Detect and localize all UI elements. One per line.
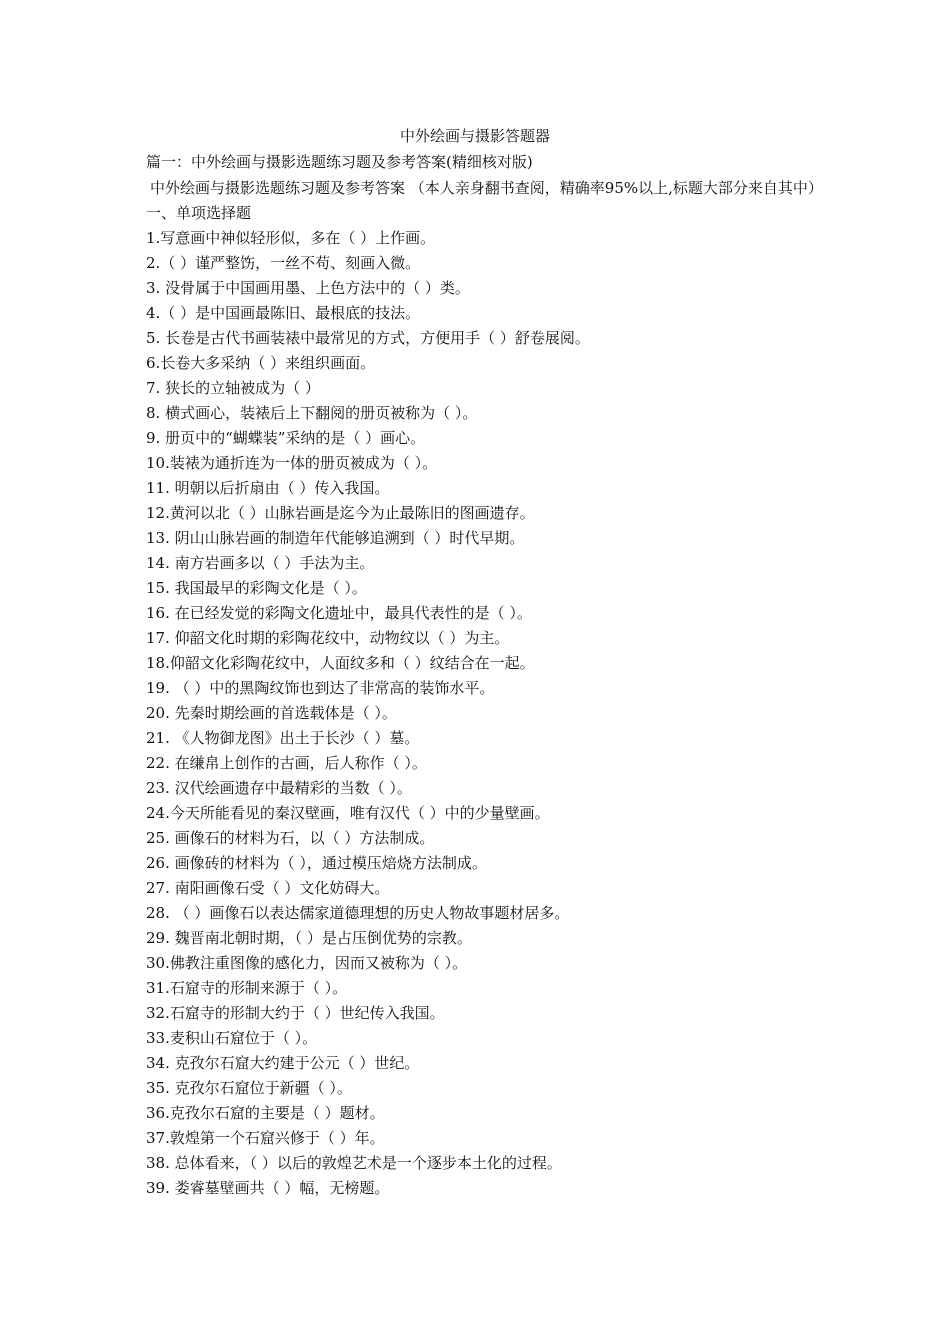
intro-paragraph: 中外绘画与摄影选题练习题及参考答案 （本人亲身翻书查阅，精确率95%以上,标题大部分来自其中） xyxy=(150,179,823,197)
question-item: 36.克孜尔石窟的主要是（ ）题材。 xyxy=(146,1104,385,1122)
question-item: 6.长卷大多采纳（ ）来组织画面。 xyxy=(146,354,376,372)
question-item: 25. 画像石的材料为石，以（ ）方法制成。 xyxy=(146,829,435,847)
question-item: 30.佛教注重图像的感化力，因而又被称为（ ）。 xyxy=(146,954,468,972)
question-item: 33.麦积山石窟位于（ ）。 xyxy=(146,1029,318,1047)
question-item: 22. 在缣帛上创作的古画，后人称作（ ）。 xyxy=(146,754,427,772)
question-item: 35. 克孜尔石窟位于新疆（ ）。 xyxy=(146,1079,352,1097)
question-item: 11. 明朝以后折扇由（ ）传入我国。 xyxy=(146,479,390,497)
question-item: 38. 总体看来，（ ）以后的敦煌艺术是一个逐步本土化的过程。 xyxy=(146,1154,562,1172)
question-item: 23. 汉代绘画遗存中最精彩的当数（ ）。 xyxy=(146,779,412,797)
question-item: 19. （ ）中的黑陶纹饰也到达了非常高的装饰水平。 xyxy=(146,679,495,697)
question-item: 32.石窟寺的形制大约于（ ）世纪传入我国。 xyxy=(146,1004,445,1022)
question-item: 28. （ ）画像石以表达儒家道德理想的历史人物故事题材居多。 xyxy=(146,904,570,922)
section-heading: 一、单项选择题 xyxy=(146,204,252,222)
question-item: 14. 南方岩画多以（ ）手法为主。 xyxy=(146,554,375,572)
question-item: 39. 娄睿墓壁画共（ ）幅，无榜题。 xyxy=(146,1179,390,1197)
question-item: 29. 魏晋南北朝时期，（ ）是占压倒优势的宗教。 xyxy=(146,929,472,947)
question-item: 2.（ ）谨严整饬，一丝不苟、刻画入微。 xyxy=(146,254,421,272)
document-body xyxy=(146,150,823,1201)
question-item: 24.今天所能看见的秦汉壁画，唯有汉代（ ）中的少量壁画。 xyxy=(146,804,550,822)
question-item: 27. 南阳画像石受（ ）文化妨碍大。 xyxy=(146,879,390,897)
question-item: 3. 没骨属于中国画用墨、上色方法中的（ ）类。 xyxy=(146,279,470,297)
question-item: 20. 先秦时期绘画的首选载体是（ ）。 xyxy=(146,704,397,722)
question-item: 4.（ ）是中国画最陈旧、最根底的技法。 xyxy=(146,304,421,322)
question-item: 10.装裱为通折连为一体的册页被成为（ ）。 xyxy=(146,454,438,472)
part-heading: 篇一：中外绘画与摄影选题练习题及参考答案(精细核对版) xyxy=(146,153,533,171)
question-item: 26. 画像砖的材料为（ ），通过模压焙烧方法制成。 xyxy=(146,854,487,872)
question-item: 21. 《人物御龙图》出土于长沙（ ）墓。 xyxy=(146,729,420,747)
question-item: 18.仰韶文化彩陶花纹中，人面纹多和（ ）纹结合在一起。 xyxy=(146,654,535,672)
question-item: 5. 长卷是古代书画装裱中最常见的方式，方便用手（ ）舒卷展阅。 xyxy=(146,329,590,347)
question-list xyxy=(146,226,816,1201)
question-item: 34. 克孜尔石窟大约建于公元（ ）世纪。 xyxy=(146,1054,420,1072)
question-item: 7. 狭长的立轴被成为（ ） xyxy=(146,379,320,397)
document-title: 中外绘画与摄影答题器 xyxy=(399,127,550,145)
question-item: 37.敦煌第一个石窟兴修于（ ）年。 xyxy=(146,1129,385,1147)
question-item: 16. 在已经发觉的彩陶文化遗址中，最具代表性的是（ ）。 xyxy=(146,604,532,622)
question-item: 13. 阴山山脉岩画的制造年代能够追溯到（ ）时代早期。 xyxy=(146,529,525,547)
question-item: 17. 仰韶文化时期的彩陶花纹中，动物纹以（ ）为主。 xyxy=(146,629,510,647)
question-item: 31.石窟寺的形制来源于（ ）。 xyxy=(146,979,348,997)
question-item: 9. 册页中的“蝴蝶装”采纳的是（ ）画心。 xyxy=(146,429,426,447)
question-item: 8. 横式画心，装裱后上下翻阅的册页被称为（ ）。 xyxy=(146,404,478,422)
question-item: 1.写意画中神似轻形似，多在（ ）上作画。 xyxy=(146,229,436,247)
question-item: 12.黄河以北（ ）山脉岩画是迄今为止最陈旧的图画遗存。 xyxy=(146,504,535,522)
question-item: 15. 我国最早的彩陶文化是（ ）。 xyxy=(146,579,367,597)
